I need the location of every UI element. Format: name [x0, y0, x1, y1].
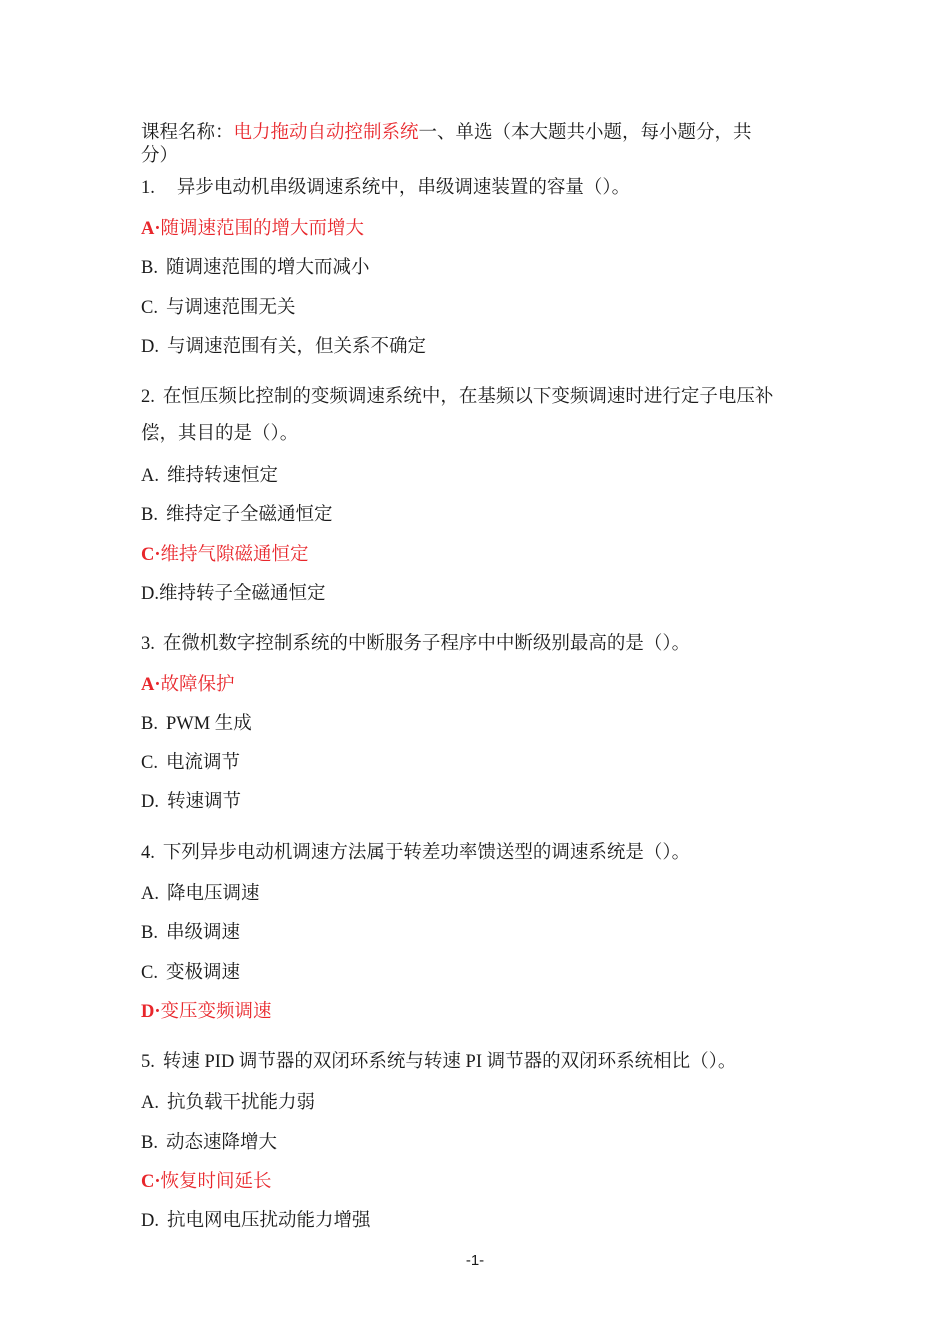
option-label: A.: [141, 466, 159, 486]
q4-option-b: [141, 921, 240, 945]
question-number: 4.: [141, 843, 155, 863]
option-text: 维持转速恒定: [167, 466, 279, 486]
question-number: 2.: [141, 387, 155, 407]
question-text: 转速 PID 调节器的双闭环系统与转速 PI 调节器的双闭环系统相比（）。: [162, 1052, 737, 1072]
course-name: 电力拖动自动控制系统: [233, 123, 419, 143]
option-text: 电流调节: [165, 753, 240, 773]
option-text: 随调速范围的增大而增大: [160, 219, 365, 239]
q3-option-d: [141, 790, 241, 814]
q1-option-b: [141, 256, 369, 280]
option-label: C·: [141, 1172, 161, 1192]
option-text: 变压变频调速: [160, 1002, 272, 1022]
q3-option-c: [141, 751, 240, 775]
option-text: PWM 生成: [165, 714, 252, 734]
question-5: [141, 1050, 736, 1074]
option-label: D.: [141, 337, 159, 357]
question-2-cont: 偿，其目的是（）。: [141, 424, 299, 444]
q1-option-d: [141, 335, 426, 359]
q5-option-d: [141, 1209, 371, 1233]
q4-option-d-answer: [141, 1000, 272, 1024]
option-label: B.: [141, 258, 158, 278]
option-text: 转速调节: [167, 792, 242, 812]
page-number: -1-: [465, 1252, 485, 1269]
option-text: 随调速范围的增大而减小: [165, 258, 370, 278]
q2-option-a: [141, 464, 278, 488]
q5-option-a: [141, 1091, 315, 1115]
option-text: 与调速范围有关，但关系不确定: [167, 337, 427, 357]
question-4: [141, 841, 690, 865]
course-header: [141, 121, 752, 145]
option-text: 降电压调速: [167, 884, 260, 904]
question-number: 3.: [141, 634, 155, 654]
q1-option-a-answer: [141, 217, 364, 241]
option-text: 故障保护: [160, 675, 235, 695]
q2-option-b: [141, 503, 332, 527]
option-label: C.: [141, 298, 158, 318]
option-label: C·: [141, 545, 161, 565]
option-text: 串级调速: [165, 923, 240, 943]
option-label: C.: [141, 963, 158, 983]
option-label: D.: [141, 1211, 159, 1231]
option-label: A.: [141, 884, 159, 904]
option-text: 抗电网电压扰动能力增强: [167, 1211, 371, 1231]
question-text: 异步电动机串级调速系统中，串级调速装置的容量（）。: [176, 178, 631, 198]
option-label: B.: [141, 505, 158, 525]
option-label: A.: [141, 1093, 159, 1113]
option-label: C.: [141, 753, 158, 773]
option-text: 维持定子全磁通恒定: [165, 505, 333, 525]
option-label: A·: [141, 675, 161, 695]
question-1: [141, 176, 630, 200]
question-text: 在微机数字控制系统的中断服务子程序中中断级别最高的是（）。: [162, 634, 691, 654]
question-3: [141, 632, 690, 656]
question-number: 5.: [141, 1052, 155, 1072]
option-text: 恢复时间延长: [160, 1172, 272, 1192]
option-label: B.: [141, 923, 158, 943]
q5-option-b: [141, 1131, 277, 1155]
question-number: 1.: [141, 178, 155, 198]
q3-option-b: [141, 712, 252, 736]
question-text: 在恒压频比控制的变频调速系统中，在基频以下变频调速时进行定子电压补: [162, 387, 774, 407]
q4-option-c: [141, 961, 240, 985]
option-label: B.: [141, 1133, 158, 1153]
option-text: 抗负载干扰能力弱: [167, 1093, 316, 1113]
option-label: A·: [141, 219, 161, 239]
q4-option-a: [141, 882, 260, 906]
q1-option-c: [141, 296, 295, 320]
q5-option-c-answer: [141, 1170, 272, 1194]
option-label: B.: [141, 714, 158, 734]
course-label: 课程名称：: [141, 123, 234, 143]
q2-option-d: D.维持转子全磁通恒定: [141, 584, 326, 604]
section-heading-cont: 分）: [141, 146, 179, 166]
question-2: [141, 385, 773, 409]
q3-option-a-answer: [141, 673, 235, 697]
section-heading: 一、单选（本大题共小题，每小题分，共: [418, 123, 752, 143]
option-text: 变极调速: [165, 963, 240, 983]
question-text: 下列异步电动机调速方法属于转差功率馈送型的调速系统是（）。: [162, 843, 691, 863]
option-label: D·: [141, 1002, 161, 1022]
q2-option-c-answer: [141, 543, 309, 567]
option-label: D.: [141, 792, 159, 812]
option-text: 维持气隙磁通恒定: [160, 545, 309, 565]
option-text: 与调速范围无关: [165, 298, 296, 318]
option-text: 动态速降增大: [165, 1133, 277, 1153]
